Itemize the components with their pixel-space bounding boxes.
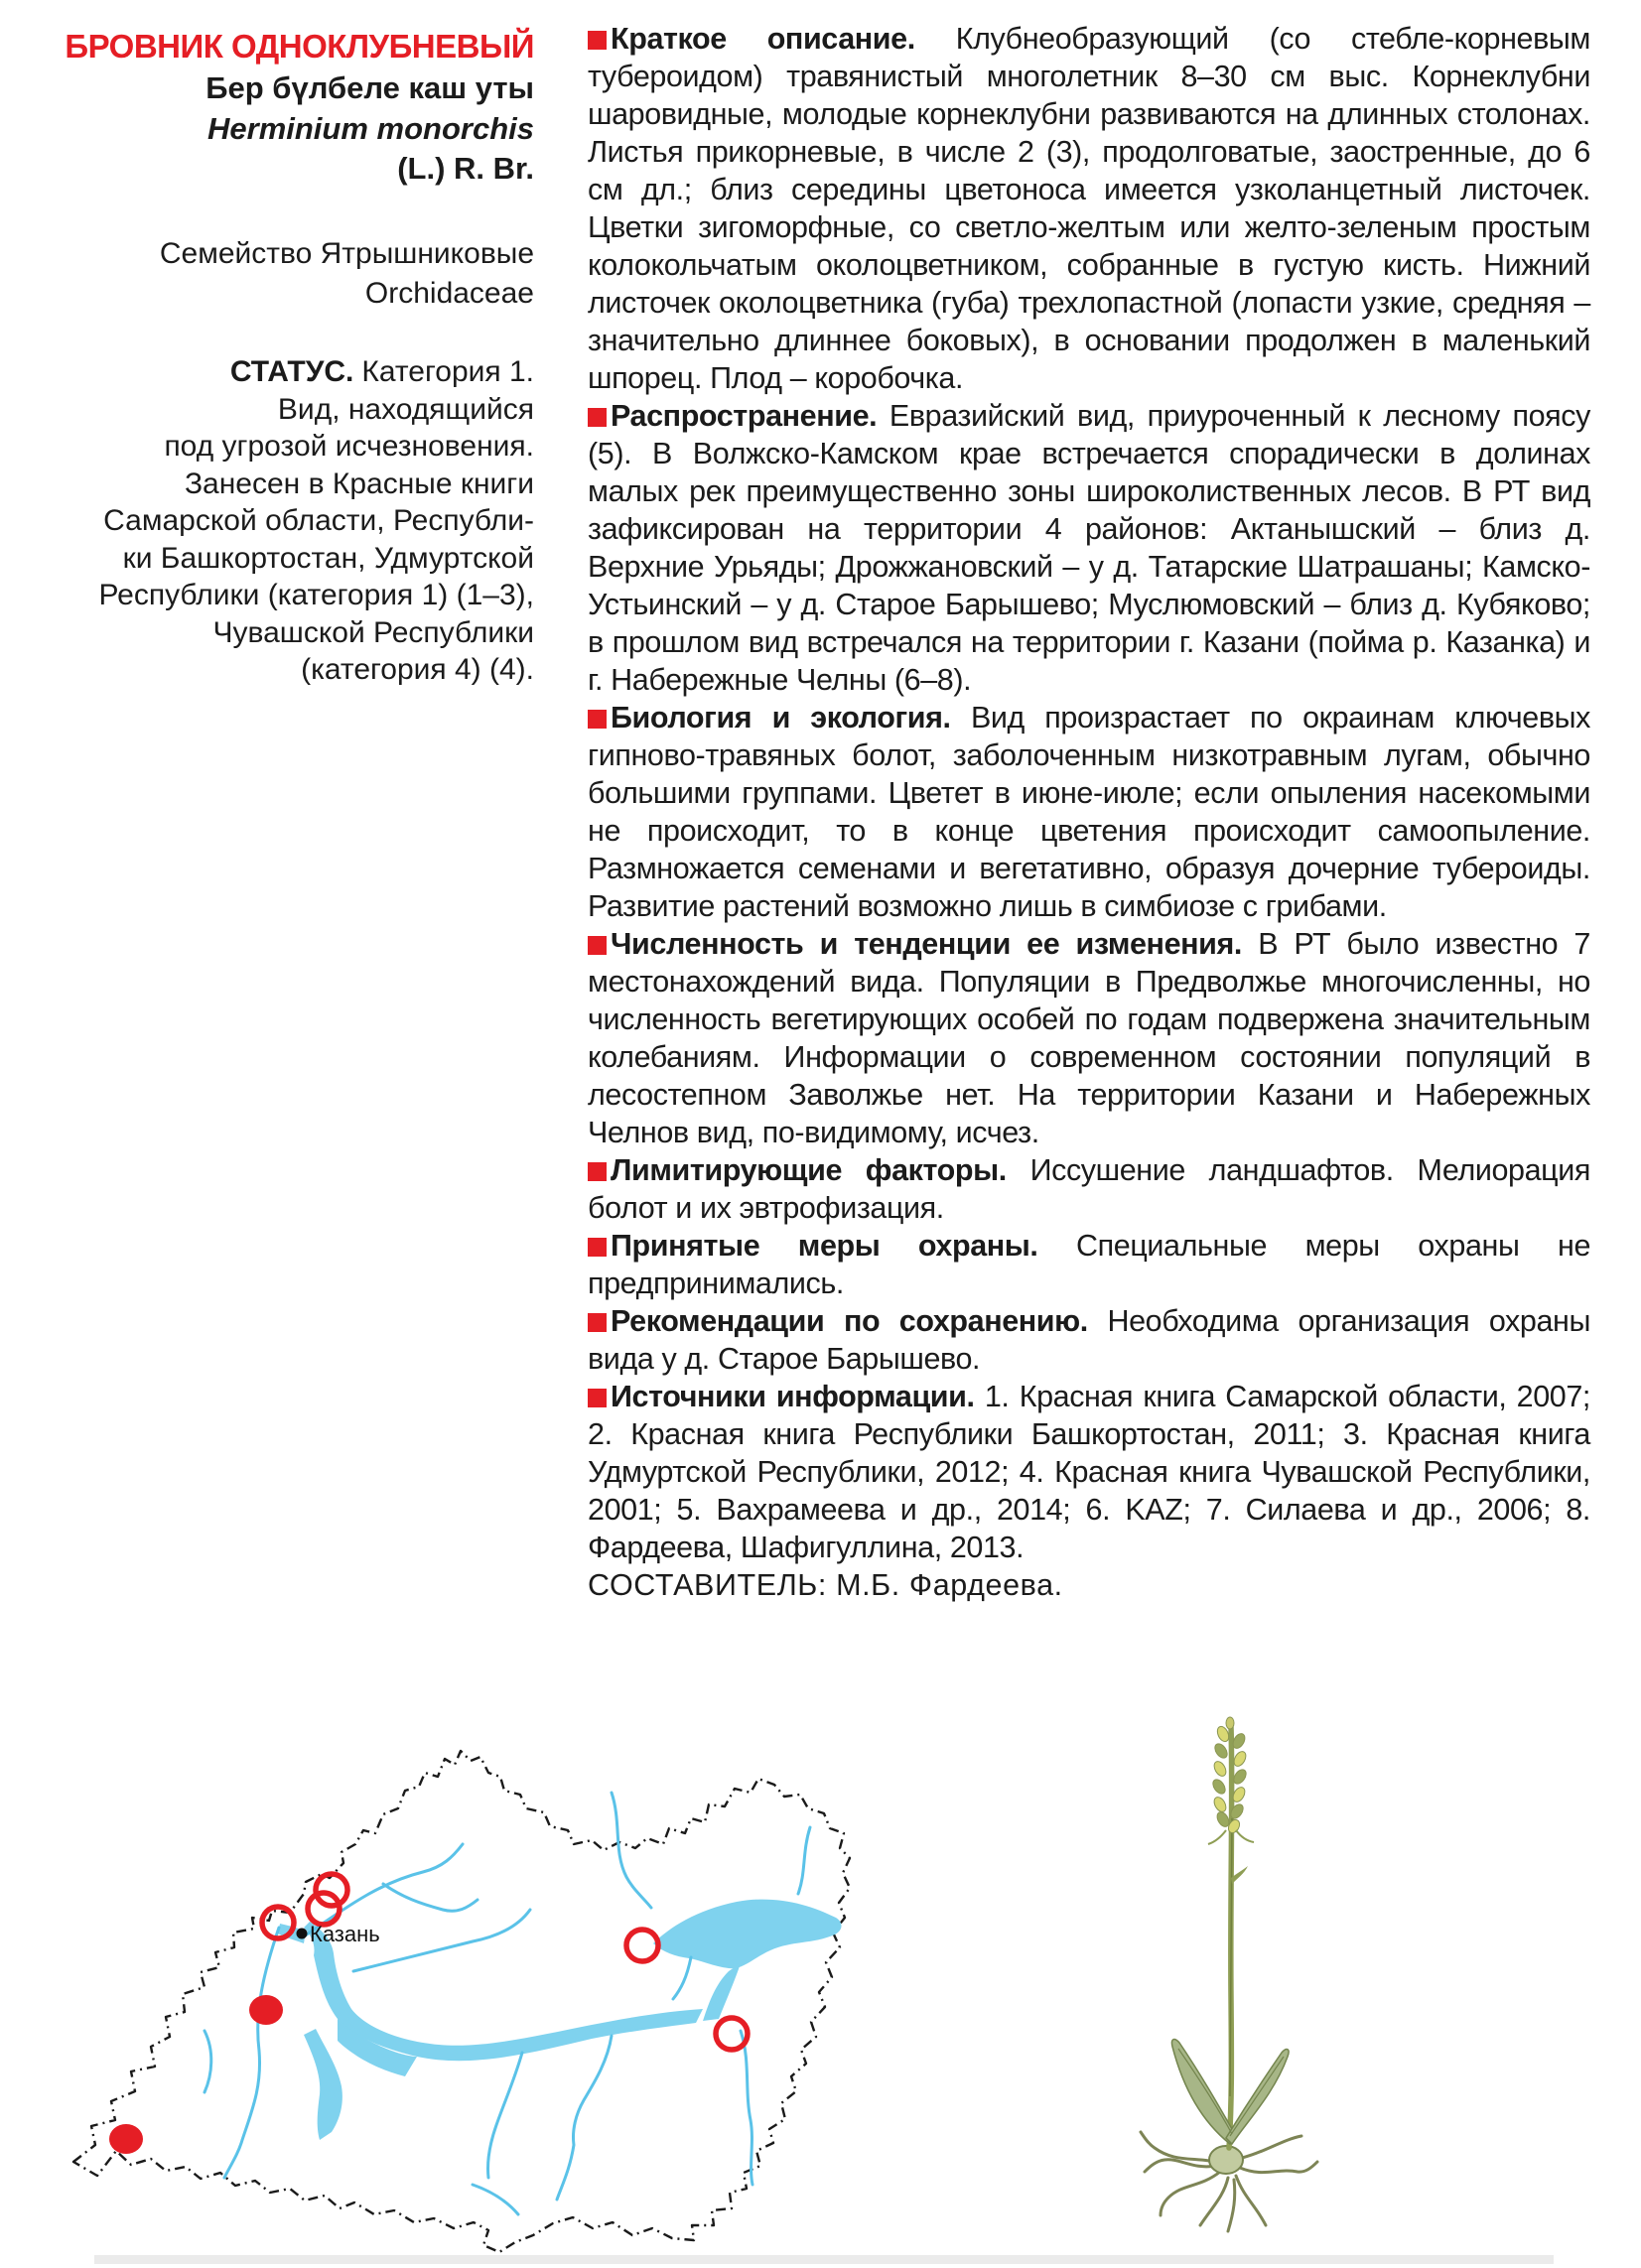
city-dot — [297, 1929, 308, 1939]
section-text: Специальные меры охраны не предпринимались. — [588, 1229, 1591, 1300]
species-description-column — [588, 20, 1590, 1604]
section-short-description — [588, 20, 1590, 397]
section-text: Евразийский вид, приуроченный к лесному поясу (5). В Волжско-Камском крае встречается спорадически в долинах малых рек преимущественно зоны широколиственных лесов. В РТ вид зафиксирован на территории 4 районов: Актанышский – близ д. Верхние Урьяды; Дрожжановский – у д. Татарские Шатрашаны; Камско-Устьинский – у д. Старое Барышево; Муслюмовский – близ д. Кубяково; в прошлом вид встречался на территории г. Казани (пойма р. Казанка) и г. Набережные Челны (6–8). — [588, 399, 1590, 697]
record-location-open-circle — [316, 1874, 347, 1906]
species-title-russian: БРОВНИК ОДНОКЛУБНЕВЫЙ — [65, 28, 534, 65]
section-text: Необходима организация охраны вида у д. Старое Барышево. — [588, 1304, 1590, 1376]
section-biology-ecology — [588, 699, 1590, 925]
status-line: Занесен в Красные книги — [184, 467, 534, 500]
region-border — [73, 1751, 850, 2252]
city-label: Казань — [310, 1922, 380, 1946]
red-square-bullet-icon — [588, 936, 607, 955]
section-text: Клубнеобразующий (со стебле-корневым тубероидом) травянистый многолетник 8–30 см выс. Корнеклубни шаровидные, молодые корнеклубни развиваются на длинных столонах. Листья прикорневые, в числе 2 (3), продолговатые, заостренные, до 6 см дл.; близ середины цветоноса имеется узколанцетный листочек. Цветки зигоморфные, со светло-желтым или желто-зеленым простым колокольчатым околоцветником, собранные в густую кисть. Нижний листочек околоцветника (губа) трехлопастной (лопасти узкие, средняя – значительно длиннее боковых), в основании продолжен в маленький шпорец. Плод – коробочка. — [588, 22, 1590, 395]
section-label: Распространение. — [611, 399, 878, 433]
section-label: Биология и экология. — [611, 701, 951, 734]
section-label: Лимитирующие факторы. — [611, 1153, 1007, 1187]
status-line: (категория 4) (4). — [301, 653, 534, 686]
status-category: Категория 1. — [361, 355, 534, 388]
record-location-filled-dots — [109, 1995, 283, 2154]
red-square-bullet-icon — [588, 1162, 607, 1181]
species-latin-author: (L.) R. Br. — [397, 151, 534, 186]
section-population-trends — [588, 925, 1590, 1151]
red-square-bullet-icon — [588, 1313, 607, 1332]
plant-illustration — [1117, 1699, 1420, 2260]
compiler-line: СОСТАВИТЕЛЬ: М.Б. Фардеева. — [588, 1568, 1063, 1602]
section-conservation-recommendations — [588, 1302, 1590, 1378]
section-protection-measures — [588, 1227, 1590, 1302]
section-label: Источники информации. — [611, 1380, 975, 1413]
red-square-bullet-icon — [588, 1238, 607, 1257]
status-line: Самарской области, Республи- — [103, 504, 534, 537]
red-square-bullet-icon — [588, 31, 607, 50]
section-label: Рекомендации по сохранению. — [611, 1304, 1088, 1338]
page-bottom-strip — [94, 2255, 1554, 2264]
section-text: 1. Красная книга Самарской области, 2007; 2. Красная книга Республики Башкортостан, 2011; 3. Красная книга Удмуртской Республики, 2012; 4. Красная книга Чувашской Республики, 2001; 5. Вахрамеева и др., 2014; 6. KAZ; 7. Силаева и др., 2006; 8. Фардеева, Шафигуллина, 2013. — [588, 1380, 1590, 1564]
record-location-filled-dot — [109, 2124, 143, 2154]
species-latin-name: Herminium monorchis — [207, 111, 534, 146]
red-square-bullet-icon — [588, 710, 607, 729]
record-location-open-circle — [626, 1930, 658, 1961]
section-label: Краткое описание. — [611, 22, 915, 56]
status-line: под угрозой исчезновения. — [164, 430, 534, 463]
section-label: Численность и тенденции ее изменения. — [611, 927, 1242, 961]
status-block — [60, 353, 534, 689]
section-information-sources — [588, 1378, 1590, 1566]
family-latin: Orchidaceae — [364, 277, 534, 310]
section-label: Принятые меры охраны. — [611, 1229, 1038, 1263]
status-line: ки Башкортостан, Удмуртской — [122, 541, 534, 575]
section-limiting-factors — [588, 1151, 1590, 1227]
species-title-tatar: Бер бүлбеле каш уты — [205, 70, 534, 105]
record-location-filled-dot — [249, 1995, 283, 2025]
section-text: В РТ было известно 7 местонахождений вида. Популяции в Предволжье многочисленны, но численность вегетирующих особей по годам подвержена значительным колебаниям. Информации о современном состоянии популяций в лесостепном Заволжье нет. На территории Казани и Набережных Челнов вид, по-видимому, исчез. — [588, 927, 1590, 1149]
status-label: СТАТУС. — [229, 355, 354, 388]
status-line: Вид, находящийся — [277, 392, 534, 426]
status-line — [60, 353, 534, 391]
status-line: Чувашской Республики — [212, 615, 534, 649]
section-text: Иссушение ландшафтов. Мелиорация болот и их эвтрофизация. — [588, 1153, 1590, 1225]
distribution-map — [56, 1733, 854, 2259]
family-russian: Семейство Ятрышниковые — [159, 237, 534, 270]
status-line: Республики (категория 1) (1–3), — [98, 579, 534, 611]
section-distribution — [588, 397, 1590, 699]
record-location-open-circle — [308, 1893, 340, 1925]
section-text: Вид произрастает по окраинам ключевых гипново-травяных болот, заболоченным низкотравным лугам, обычно большими группами. Цветет в июне-июле; если опыления насекомыми не происходит, то в конце цветения происходит самоопыление. Размножается семенами и вегетативно, образуя дочерние тубероиды. Развитие растений возможно лишь в симбиозе с грибами. — [588, 701, 1590, 923]
red-square-bullet-icon — [588, 1389, 607, 1407]
family-block — [60, 234, 534, 314]
species-header-column — [60, 26, 534, 689]
plant-tuber — [1209, 2146, 1243, 2174]
red-square-bullet-icon — [588, 408, 607, 427]
